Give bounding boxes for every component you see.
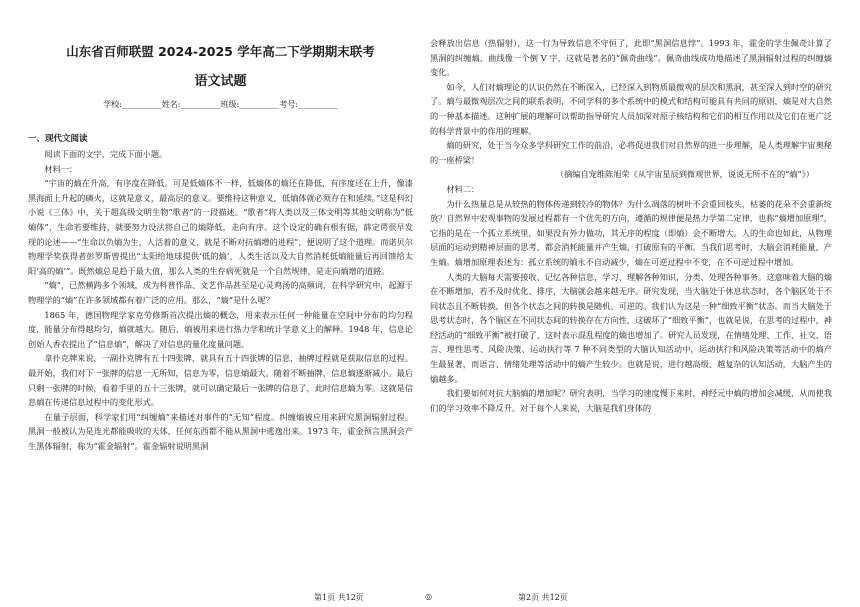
left-column (28, 0, 413, 590)
footer-mark: ◎ (425, 592, 432, 601)
paragraph: 会释放出信息（热辐射），这一行为导致信息不守恒了，此即“黑洞信息悖”。1993 年，霍金的学生佩奇计算了黑洞的纠缠熵，曲线像一个倒 V 字，这就是著名的“佩奇曲线”。佩奇曲线成功地描述了黑洞辐射过程的纠缠熵变化。 (430, 38, 832, 78)
student-info-line: 学校:__________姓名:__________班级:__________考号:__________ (103, 100, 338, 109)
paragraph: 拿扑克牌来说，一副扑克牌有五十四张牌，就具有五十四张牌的信息，抽牌过程就是获取信息的过程。最开始，我们对下一张牌的信息一无所知，信息为零，信息熵最大。随着不断抽牌，信息熵逐渐减小。最后只剩一张牌的时候，看着手里的五十三张牌，就可以确定最后一张牌的信息了，此时信息熵为零。这就是信息熵在传递信息过程中的变化形式。 (28, 353, 413, 408)
paragraph: 我们要如何对抗大脑熵的增加呢？研究表明，当学习的速度慢下来时，神经元中熵的增加会减缓，从而使我们的学习效率不降反升。对于每个人来说，大脑是我们身体的 (430, 388, 832, 413)
page-number-left: 第1页 共12页 (314, 593, 364, 602)
paragraph: “宇宙的熵在升高，有序度在降低。可是低熵体不一样，低熵体的熵还在降低，有序度还在上升，像漆黑海面上升起的磷火，这就是意义，最高层的意义。要维持这种意义，低熵体就必须存在和延续。”这是科幻小说《三体》中，关于超高级文明生物“歌者”的一段描述。“歌者”将人类以及三体文明等其他文明称为“低熵体”，生命若要维持，就要努力设法将自己的熵降低，走向有序。这个设定的确有根有据，薛定谔很早发现的论述——“生命以负熵为生，人活着的意义，就是不断对抗熵增的进程”，便说明了这个道理。而诺贝尔物理学奖获得者彭罗斯曾提出“太阳给地球提供‘低的熵’，人类生活以及大自然消耗低熵能量后再回馈给太阳‘高的熵’”。既然熵总是趋于最大值，那么人类的生存病死就是一个自然规律，是走向熵增的道路。 (28, 178, 413, 276)
paragraph: 在量子层面，科学家们用“纠缠熵”来描述对事件的“无知”程度。纠缠熵被应用来研究黑洞辐射过程。黑洞一般被认为是连光都能吸收的天体，任何东西都不能从黑洞中逃逸出来。1973 年，霍金预言黑洞会产生黑体辐射，称为“霍金辐射”。霍金辐射说明黑洞 (28, 411, 413, 451)
section-heading: 一、现代文阅读 (28, 134, 88, 144)
paragraph: 为什么热量总是从较热的物体传递到较冷的物体？为什么凋落的树叶不会重回枝头，枯萎的花朵不会重新绽放？自然界中宏观事物的发展过程都有一个优先的方向，遵循的规律便是热力学第二定律，也称“熵增加原理”，它指的是在一个孤立系统里，如果没有外力做功，其无序的程度（即熵）会不断增大。人的生命也如此，从物理层面的运动到精神层面的思考，都会消耗能量并产生熵，打破原有的平衡。当我们思考时，大脑会消耗能量，产生熵。熵增加原理表述为：孤立系统的熵永不自动减少，熵在可逆过程中不变，在不可逆过程中增加。 (430, 198, 832, 267)
left-body (28, 147, 413, 453)
paragraph: 熵的研究，处于当今众多学科研究工作的前沿，必将促进我们对自然界的进一步理解，是人类理解宇宙奥秘的一座桥梁！ (430, 140, 832, 165)
paragraph: 人类的大脑每天需要接收、记忆各种信息，学习、理解各种知识，分类、处理各种事务。这意味着大脑的熵在不断增加，若不及时优化、排序，大脑就会越来越无序。研究发现，当大脑处于休息状态时，各个脑区处于不同状态且不断转换，但各个状态之间的转换是随机、可逆的。我们认为这是一种“细致平衡”状态。而当大脑处于思考状态时，各个脑区在不同状态间的转换存在方向性，这破坏了“细致平衡”，也就是说，在思考的过程中，神经活动的“细致平衡”被打破了，这时表示混乱程度的熵也增加了。研究人员发现，在情绪处理、工作、社交、语言、理性思考、风险决策、运动执行等 7 种不同类型的大脑认知活动中，运动执行和风险决策等活动中的熵产生最显著，而语言、情绪处理等活动中的熵产生较少。也就是说，进行越高级、越复杂的认知活动，大脑产生的熵越多。 (430, 271, 832, 384)
page-number-right: 第2页 共12页 (518, 593, 568, 602)
exam-subtitle: 语文试题 (194, 74, 247, 89)
right-body (430, 36, 832, 415)
paragraph: 如今，人们对熵理论的认识仍然在不断深入，已经深入到物质最微观的层次和黑洞，甚至深入到时空的研究了。熵与最微观层次之间的联系表明，不同学科的多个系统中的模式和结构可能具有共同的原则，熵是对大自然的一种基本描述。这种扩展的理解可以帮助指导研究人员加深对原子核结构和它们的相互作用以及它们在更广泛的科学背景中的作用的理解。 (430, 81, 832, 136)
right-column (430, 0, 832, 590)
citation: （摘编自宠维陈旭荣《从宇宙星辰到微观世界，说说无所不在的“熵”》） (555, 169, 814, 180)
paragraph: 1865 年，德国物理学家克劳修斯首次提出熵的概念，用来表示任何一种能量在空间中分布的均匀程度，能量分布得越均匀，熵就越大。随后，熵被用来进行热力学和统计学意义上的解释。1948 年，信息论创始人香农提出了“信息熵”，解决了对信息的量化度量问题。 (28, 309, 413, 349)
material1-label: 材料一： (44, 163, 78, 174)
reading-instruction: 阅读下面的文字，完成下面小题。 (44, 149, 168, 159)
paragraph: “熵”，已然横跨多个领域，成为科普作品、文艺作品甚至是心灵鸡汤的高频词，在科学研究中，起源于物理学的“熵”在许多领域都有着广泛的应用。那么，“熵”是什么呢？ (28, 280, 413, 305)
material2-label: 材料二： (446, 183, 480, 194)
exam-title: 山东省百师联盟 2024-2025 学年高二下学期期末联考 (66, 44, 375, 59)
